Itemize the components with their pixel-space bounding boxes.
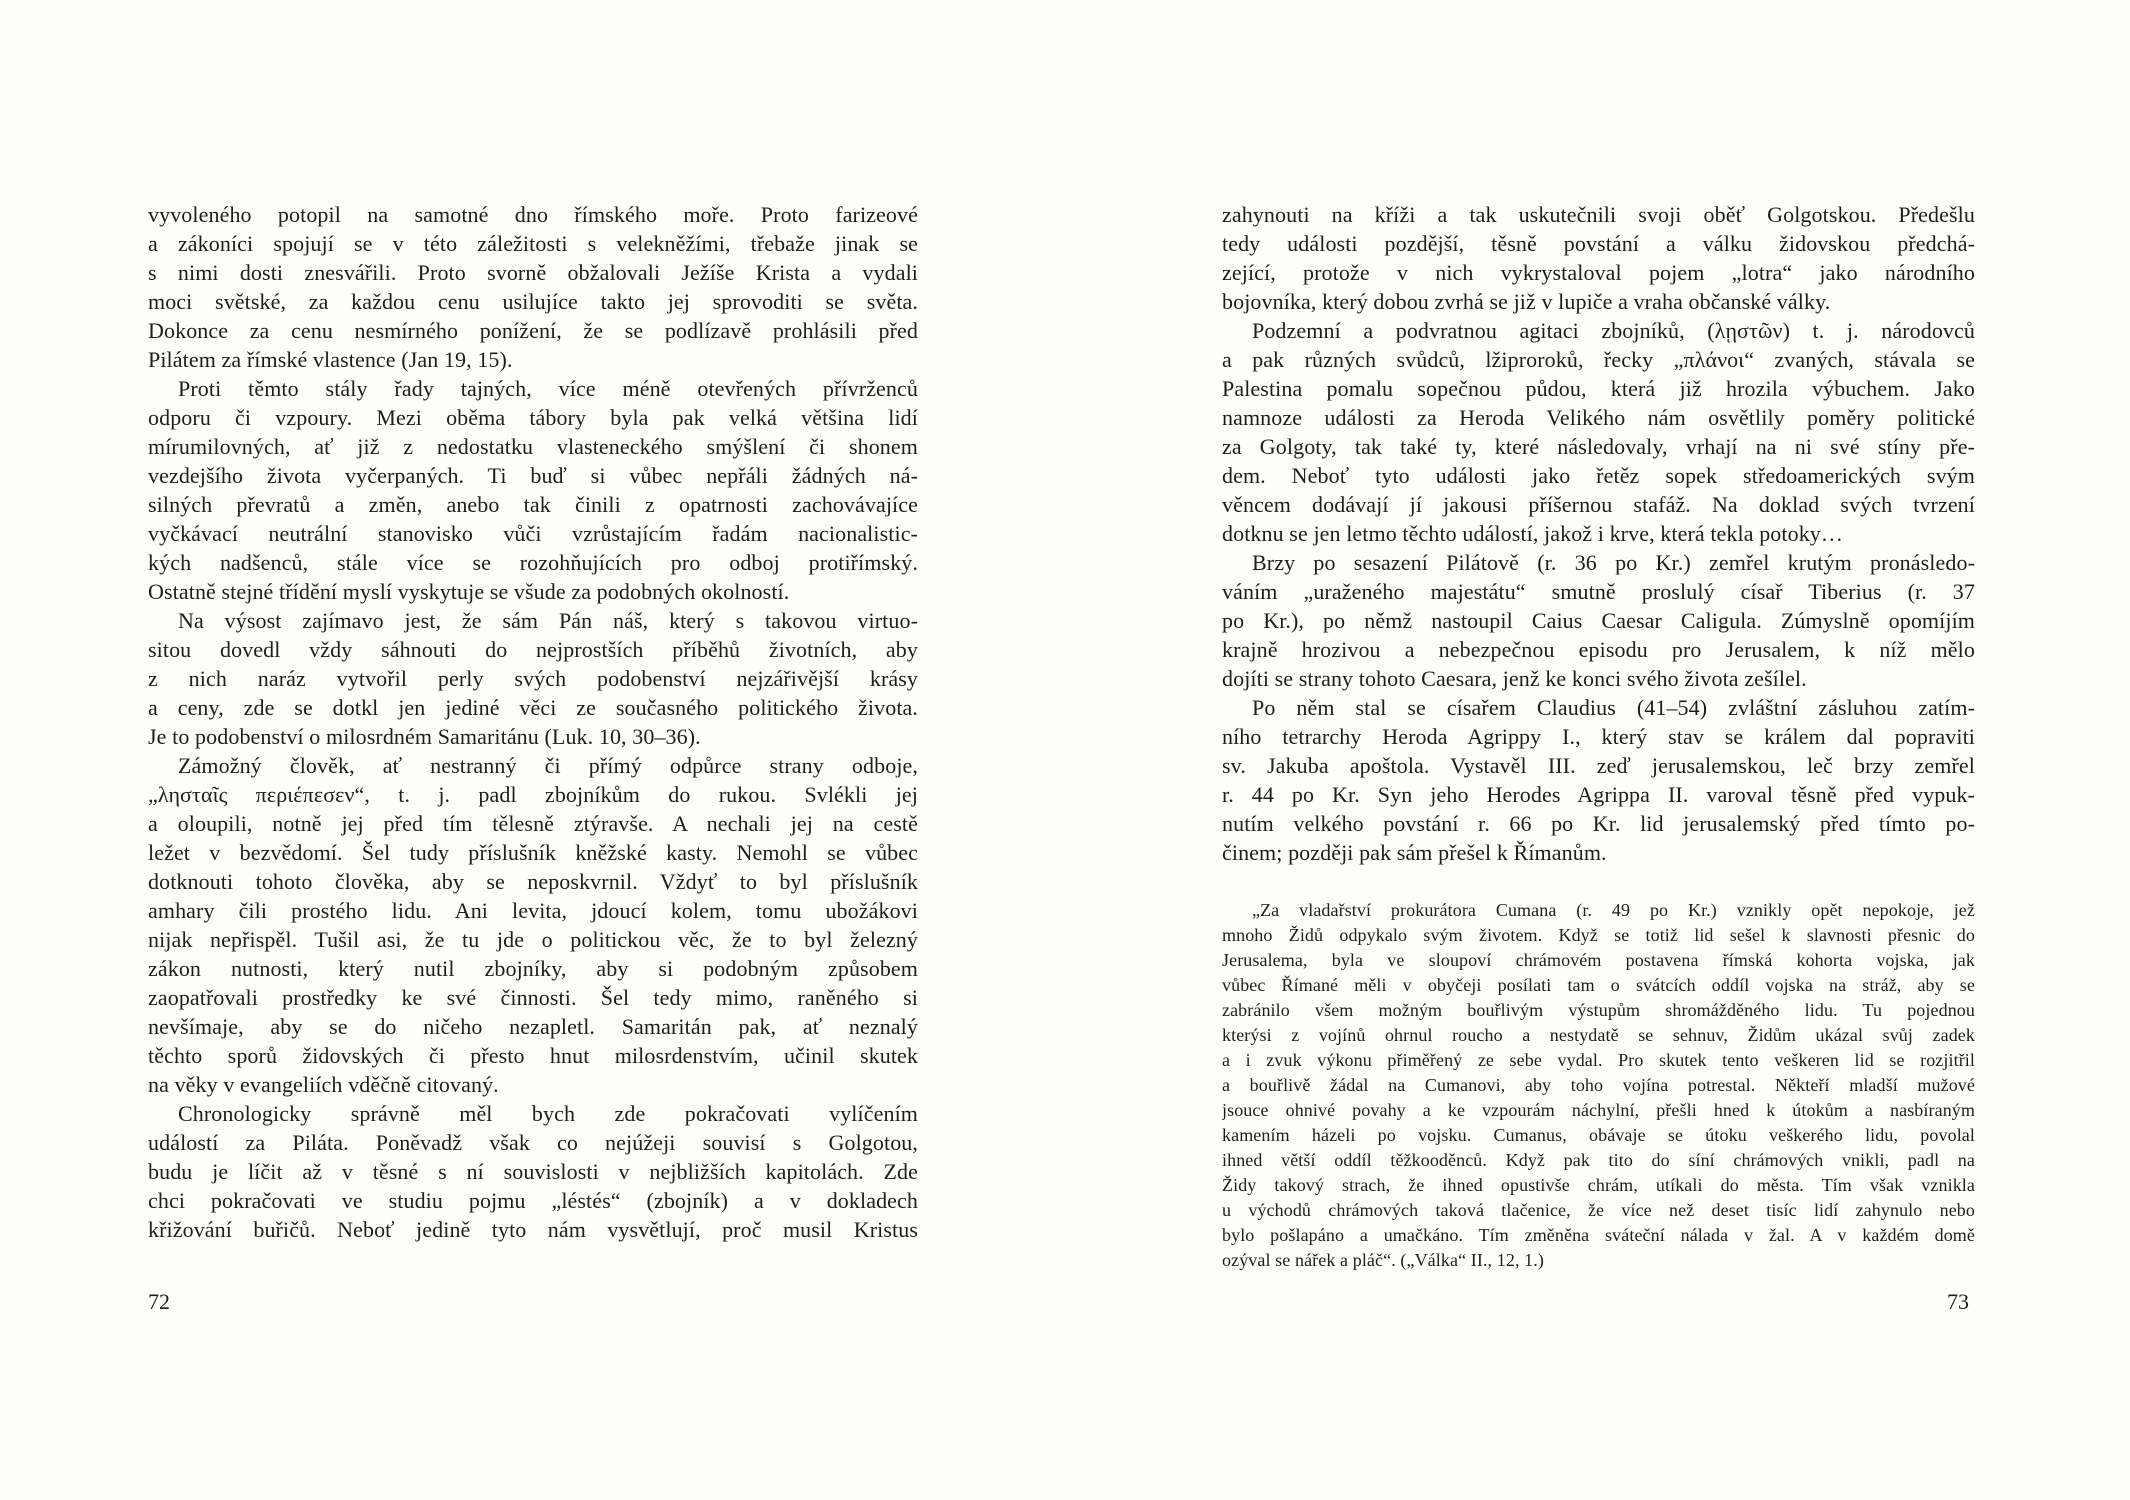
text-line: vůbec Římané měli v obyčeji posílati tam o svátcích oddíl vojska na stráž, aby se: [1222, 975, 1975, 995]
right-page-footnote: [1222, 898, 1975, 1273]
text-line: zahynouti na kříži a tak uskutečnili svoji oběť Golgotskou. Předešlu: [1222, 202, 1975, 227]
paragraph: [148, 374, 918, 606]
text-line: chci pokračovati ve studiu pojmu „léstés“ (zbojník) a v dokladech: [148, 1188, 918, 1213]
text-line: vezdejšího života vyčerpaných. Ti buď si vůbec nepřáli žádných ná-: [148, 463, 918, 488]
text-line: Pilátem za římské vlastence (Jan 19, 15).: [148, 347, 513, 372]
text-line: dem. Neboť tyto události jako řetěz sopek středoamerických svým: [1222, 463, 1975, 488]
text-line: Zámožný člověk, ať nestranný či přímý odpůrce strany odboje,: [178, 753, 918, 778]
text-line: Židy takový strach, že ihned opustivše chrám, utíkali do města. Tím však vznikla: [1222, 1175, 1975, 1195]
text-line: ležet v bezvědomí. Šel tudy příslušník kněžské kasty. Nemohl se vůbec: [148, 840, 918, 865]
text-line: těchto sporů židovských či přesto hnut milosrdenstvím, učinil skutek: [148, 1043, 918, 1068]
text-line: Palestina pomalu sopečnou půdou, která již hrozila výbuchem. Jako: [1222, 376, 1975, 401]
text-line: mírumilovných, ať již z nedostatku vlasteneckého smýšlení či shonem: [148, 434, 918, 459]
paragraph: [148, 200, 918, 374]
text-line: Brzy po sesazení Pilátově (r. 36 po Kr.) zemřel krutým pronásledo-: [1252, 550, 1975, 575]
text-line: za Golgoty, tak také ty, které následovaly, vrhají na ni své stíny pře-: [1222, 434, 1975, 459]
text-line: sitou dovedl vždy sáhnouti do nejprostších příběhů životních, aby: [148, 637, 918, 662]
paragraph: [1222, 316, 1975, 548]
text-line: silných převratů a změn, anebo tak činili z opatrnosti zachovávajíce: [148, 492, 918, 517]
text-line: událostí za Piláta. Poněvadž však co nejúžeji souvisí s Golgotou,: [148, 1130, 918, 1155]
text-line: zákon nutnosti, který nutil zbojníky, aby si podobným způsobem: [148, 956, 918, 981]
text-line: a ceny, zde se dotkl jen jediné věci ze současného politického života.: [148, 695, 918, 720]
text-line: dotknouti tohoto člověka, aby se neposkvrnil. Vždyť to byl příslušník: [148, 869, 918, 894]
text-line: namnoze události za Heroda Velikého nám osvětlily poměry politické: [1222, 405, 1975, 430]
text-line: věncem dodávají jí jakousi příšernou stafáž. Na doklad svých tvrzení: [1222, 492, 1975, 517]
paragraph: [1222, 548, 1975, 693]
text-line: mnoho Židů odpykalo svým životem. Když se totiž lid sešel k slavnosti přesnic do: [1222, 925, 1975, 945]
text-line: amhary čili prostého lidu. Ani levita, jdoucí kolem, tomu ubožákovi: [148, 898, 918, 923]
paragraph: [148, 606, 918, 751]
text-line: krajně hrozivou a nebezpečnou episodu pro Jerusalem, k níž mělo: [1222, 637, 1975, 662]
text-line: bojovníka, který dobou zvrhá se již v lupiče a vraha občanské války.: [1222, 289, 1831, 314]
text-line: kamením házeli po vojsku. Cumanus, obávaje se útoku veškerého lidu, povolal: [1222, 1125, 1975, 1145]
text-line: nutím velkého povstání r. 66 po Kr. lid jerusalemský před tímto po-: [1222, 811, 1975, 836]
text-line: s nimi dosti znesvářili. Proto svorně obžalovali Ježíše Krista a vydali: [148, 260, 918, 285]
text-line: bylo pošlapáno a umačkáno. Tím změněna sváteční nálada v žal. A v každém domě: [1222, 1225, 1975, 1245]
text-line: a zákoníci spojují se v této záležitosti s velekněžími, třebaže jinak se: [148, 231, 918, 256]
text-line: Po něm stal se císařem Claudius (41–54) zvláštní zásluhou zatím-: [1252, 695, 1975, 720]
text-line: Na výsost zajímavo jest, že sám Pán náš, který s takovou virtuo-: [178, 608, 918, 633]
right-page-body-text: [1222, 200, 1975, 867]
text-line: Podzemní a podvratnou agitaci zbojníků, (λῃστῶν) t. j. národovců: [1252, 318, 1975, 343]
page-number-left: 72: [148, 1289, 170, 1314]
text-line: kterýsi z vojínů ohrnul roucho a nestydatě se sehnuv, Židům ukázal svůj zadek: [1222, 1025, 1975, 1045]
text-line: na věky v evangeliích vděčně citovaný.: [148, 1072, 499, 1097]
text-line: dotknu se jen letmo těchto událostí, jakož i krve, která tekla potoky…: [1222, 521, 1844, 546]
text-line: Chronologicky správně měl bych zde pokračovati vylíčením: [178, 1101, 918, 1126]
text-line: nijak nepřispěl. Tušil asi, že tu jde o politickou věc, že to byl železný: [148, 927, 918, 952]
text-line: „λησταῖς περιέπεσεν“, t. j. padl zbojníkům do rukou. Svlékli jej: [148, 782, 918, 807]
text-line: budu je líčit až v těsné s ní souvislosti v nejbližších kapitolách. Zde: [148, 1159, 918, 1184]
paragraph: [148, 751, 918, 1099]
paragraph: [1222, 693, 1975, 867]
text-line: Je to podobenství o milosrdném Samaritánu (Luk. 10, 30–36).: [148, 724, 701, 749]
text-line: z nich naráz vytvořil perly svých podobenství nejzářivější krásy: [148, 666, 918, 691]
text-line: ihned větší oddíl těžkooděnců. Když pak tito do síní chrámových vnikli, padl na: [1222, 1150, 1975, 1170]
text-line: Dokonce za cenu nesmírného ponížení, že se podlízavě prohlásili před: [148, 318, 918, 343]
text-line: vyvoleného potopil na samotné dno římského moře. Proto farizeové: [148, 202, 918, 227]
text-line: moci světské, za každou cenu usilujíce takto jej sprovoditi se světa.: [148, 289, 918, 314]
page-number-right: 73: [1947, 1289, 1969, 1314]
text-line: zabránilo všem možným bouřlivým výstupům shromážděného lidu. Tu pojednou: [1222, 1000, 1975, 1020]
text-line: vyčkávací neutrální stanovisko vůči vzrůstajícím řadám nacionalistic-: [148, 521, 918, 546]
text-line: Ostatně stejné třídění myslí vyskytuje se všude za podobných okolností.: [148, 579, 790, 604]
text-line: jsouce ohnivé povahy a ke vzpourám náchylní, přešli hned k útokům a nasbíraným: [1222, 1100, 1975, 1120]
paragraph: [1222, 200, 1975, 316]
paragraph: [148, 1099, 918, 1244]
text-line: Proti těmto stály řady tajných, více méně otevřených přívrženců: [178, 376, 918, 401]
text-line: po Kr.), po němž nastoupil Caius Caesar Caligula. Zúmyslně opomíjím: [1222, 608, 1975, 633]
text-line: zející, protože v nich vykrystaloval pojem „lotra“ jako národního: [1222, 260, 1975, 285]
text-line: křižování buřičů. Neboť jedině tyto nám vysvětlují, proč musil Kristus: [148, 1217, 918, 1242]
text-line: odporu či vzpoury. Mezi oběma tábory byla pak velká většina lidí: [148, 405, 918, 430]
text-line: Jerusalema, byla ve sloupoví chrámovém postavena římská kohorta vojska, jak: [1222, 950, 1975, 970]
text-line: ozýval se nářek a pláč“. („Válka“ II., 12, 1.): [1222, 1250, 1544, 1270]
text-line: sv. Jakuba apoštola. Vystavěl III. zeď jerusalemskou, leč brzy zemřel: [1222, 753, 1975, 778]
text-line: tedy události pozdější, těsně povstání a válku židovskou předchá-: [1222, 231, 1975, 256]
left-page-body-text: [148, 200, 918, 1244]
text-line: a bouřlivě žádal na Cumanovi, aby toho vojína potrestal. Někteří mladší mužové: [1222, 1075, 1975, 1095]
text-line: zaopatřovali prostředky ke své činnosti. Šel tedy mimo, raněného si: [148, 985, 918, 1010]
text-line: nevšímaje, aby se do ničeho nezapletl. Samaritán pak, ať neznalý: [148, 1014, 918, 1039]
text-line: u východů chrámových taková tlačenice, že více než deset tisíc lidí zahynulo nebo: [1222, 1200, 1975, 1220]
text-line: „Za vladařství prokurátora Cumana (r. 49 po Kr.) vznikly opět nepokoje, jež: [1252, 900, 1975, 920]
text-line: ního tetrarchy Heroda Agrippy I., který stav se králem dal popraviti: [1222, 724, 1975, 749]
text-line: a i zvuk výkonu přiměřený ze sebe vydal. Pro skutek tento veškeren lid se rozjitřil: [1222, 1050, 1975, 1070]
text-line: váním „uraženého majestátu“ smutně proslulý císař Tiberius (r. 37: [1222, 579, 1975, 604]
text-line: a oloupili, notně jej před tím tělesně ztýravše. A nechali jej na cestě: [148, 811, 918, 836]
text-line: kých nadšenců, stále více se rozohňujících pro odboj protiřímský.: [148, 550, 918, 575]
text-line: dojíti se strany tohoto Caesara, jenž ke konci svého života zešílel.: [1222, 666, 1807, 691]
text-line: a pak různých svůdců, lžiproroků, řecky „πλάνοι“ zvaných, stávala se: [1222, 347, 1975, 372]
text-line: r. 44 po Kr. Syn jeho Herodes Agrippa II. varoval těsně před vypuk-: [1222, 782, 1975, 807]
paragraph: [1222, 898, 1975, 1273]
text-line: činem; později pak sám přešel k Římanům.: [1222, 840, 1607, 865]
